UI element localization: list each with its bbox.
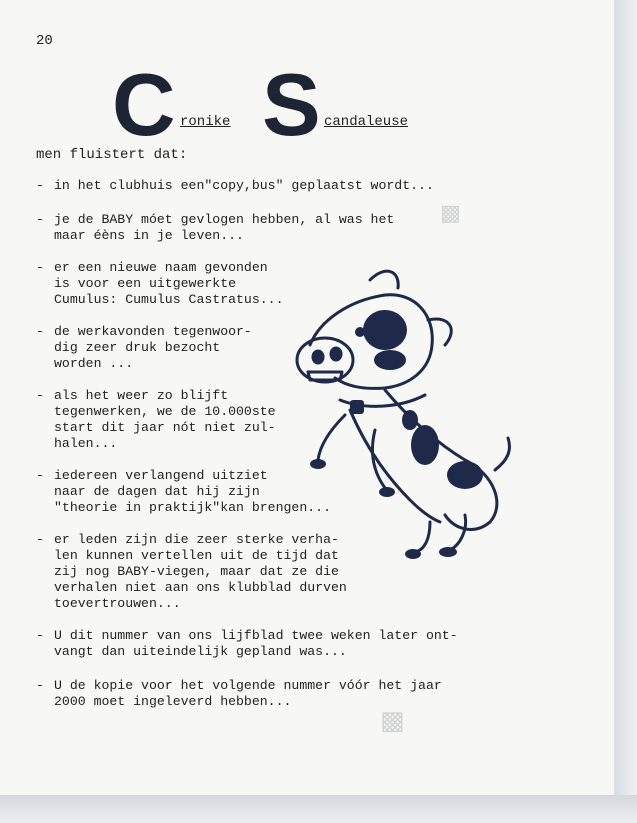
item-dash: -	[36, 628, 44, 643]
item-line: er een nieuwe naam gevonden	[54, 260, 268, 275]
item-dash: -	[36, 678, 44, 693]
item-line: naar de dagen dat hij zijn	[54, 484, 260, 499]
intro-line: men fluistert dat:	[36, 147, 188, 163]
item-dash: -	[36, 260, 44, 275]
item-line: start dit jaar nót niet zul-	[54, 420, 276, 435]
item-line: je de BABY móet gevlogen hebben, al was het	[54, 212, 395, 227]
item-line: Cumulus: Cumulus Castratus...	[54, 292, 284, 307]
item-line: U dit nummer van ons lijfblad twee weken later ont-	[54, 628, 458, 643]
item-line: is voor een uitgewerkte	[54, 276, 237, 291]
item-line: vangt dan uiteindelijk gepland was...	[54, 644, 347, 659]
page-number: 20	[36, 33, 53, 49]
item-dash: -	[36, 532, 44, 547]
item-line: als het weer zo blijft	[54, 388, 229, 403]
item-line: len kunnen vertellen uit de tijd dat	[54, 548, 339, 563]
item-line: dig zeer druk bezocht	[54, 340, 221, 355]
title-initial-s: S	[262, 55, 321, 154]
page-edge-shadow	[614, 0, 637, 823]
item-line: tegenwerken, we de 10.000ste	[54, 404, 276, 419]
bleed-through-mark: ▩	[440, 200, 461, 225]
item-dash: -	[36, 212, 44, 227]
item-dash: -	[36, 178, 44, 193]
item-line: toevertrouwen...	[54, 596, 181, 611]
item-dash: -	[36, 324, 44, 339]
title-word-scandaleuse: candaleuse	[324, 114, 409, 130]
item-line: in het clubhuis een"copy,bus" geplaatst wordt...	[54, 178, 434, 193]
item-line: de werkavonden tegenwoor-	[54, 324, 252, 339]
item-dash: -	[36, 468, 44, 483]
item-line: worden ...	[54, 356, 134, 371]
title-initial-c: C	[112, 55, 176, 154]
item-line: zij nog BABY-viegen, maar dat ze die	[54, 564, 339, 579]
item-line: er leden zijn die zeer sterke verha-	[54, 532, 339, 547]
item-line: maar éèns in je leven...	[54, 228, 244, 243]
item-line: U de kopie voor het volgende nummer vóór het jaar	[54, 678, 442, 693]
item-line: 2000 moet ingeleverd hebben...	[54, 694, 292, 709]
item-line: verhalen niet aan ons klubblad durven	[54, 580, 347, 595]
page-title	[112, 55, 442, 154]
page-edge-bottom	[0, 795, 637, 823]
item-line: iedereen verlangend uitziet	[54, 468, 268, 483]
title-word-cronike: ronike	[180, 114, 231, 130]
cartoon-cow-icon	[290, 260, 520, 560]
item-dash: -	[36, 388, 44, 403]
item-line: "theorie in praktijk"kan brengen...	[54, 500, 331, 515]
item-line: halen...	[54, 436, 118, 451]
bleed-through-mark: ▩	[380, 705, 405, 735]
